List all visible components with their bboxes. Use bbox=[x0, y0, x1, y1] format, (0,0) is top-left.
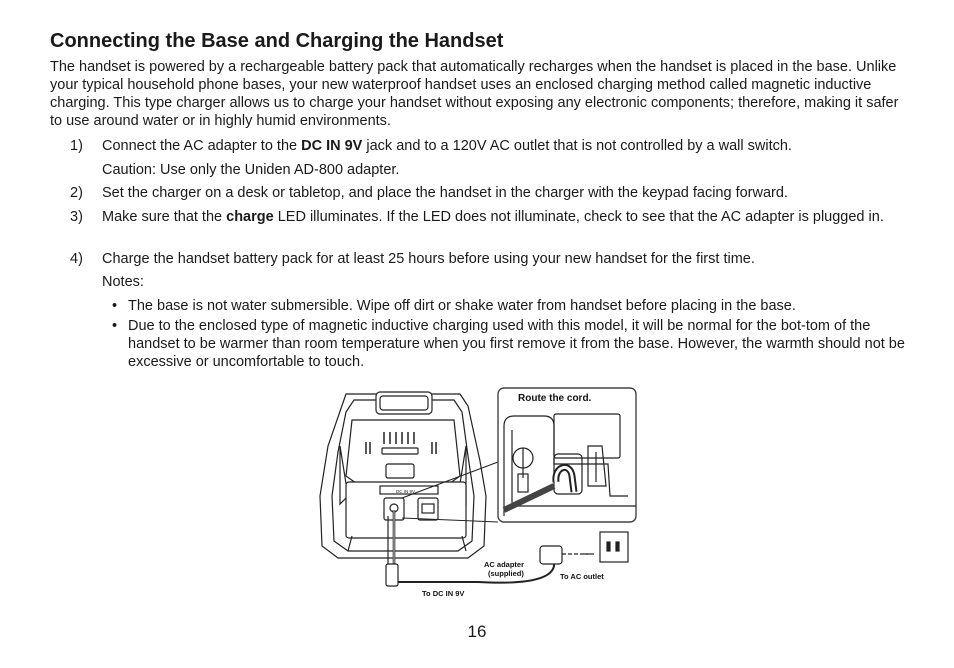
to-dc-in-label: To DC IN 9V bbox=[422, 589, 465, 598]
bullet-dot: • bbox=[112, 298, 118, 314]
step-number: 3) bbox=[70, 209, 83, 225]
step-number: 4) bbox=[70, 251, 83, 267]
ac-adapter-supplied-label: (supplied) bbox=[488, 569, 524, 578]
caution-text: Caution: Use only the Uniden AD-800 adapter. bbox=[102, 162, 400, 178]
charger-base-illustration bbox=[320, 392, 486, 558]
step-number: 1) bbox=[70, 138, 83, 154]
wall-outlet bbox=[600, 532, 628, 562]
base-connection-diagram bbox=[318, 386, 640, 600]
note-text: Due to the enclosed type of magnetic inductive charging used with this model, it will be normal for the bot-tom of the handset to be warmer than room temperature when you first remove it from the base. However, the warmth should not be excessive or uncomfortable to touch. bbox=[128, 318, 905, 370]
jack-label: DC IN 9V bbox=[396, 489, 416, 494]
step-text: Charge the handset battery pack for at least 25 hours before using your new handset for the first time. bbox=[102, 251, 755, 267]
step-text: Set the charger on a desk or tabletop, and place the handset in the charger with the keypad facing forward. bbox=[102, 185, 788, 201]
page-number: 16 bbox=[467, 622, 487, 641]
ac-adapter-label: AC adapter bbox=[484, 560, 525, 569]
page-title: Connecting the Base and Charging the Handset bbox=[50, 30, 504, 52]
step-text: Connect the AC adapter to the DC IN 9V jack and to a 120V AC outlet that is not controlled by a wall switch. bbox=[102, 138, 792, 154]
cord-routing-inset bbox=[498, 388, 636, 522]
step-number: 2) bbox=[70, 185, 83, 201]
notes-label: Notes: bbox=[102, 274, 144, 290]
ac-adapter bbox=[540, 546, 594, 564]
bullet-dot: • bbox=[112, 318, 118, 334]
note-text: The base is not water submersible. Wipe off dirt or shake water from handset before placing in the base. bbox=[128, 298, 796, 314]
intro-paragraph: The handset is powered by a rechargeable battery pack that automatically recharges when the handset is placed in the base. Unlike your typical household phone bases, your new waterproof handset uses an enclosed charging method called magnetic inductive charging. This type charger allows us to charge your handset without exposing any electronic components; therefore, making it safer to use around water or in highly humid environments. bbox=[50, 59, 899, 129]
step-text: Make sure that the charge LED illuminates. If the LED does not illuminate, check to see that the AC adapter is plugged in. bbox=[102, 209, 884, 225]
route-cord-label: Route the cord. bbox=[518, 393, 592, 404]
to-ac-outlet-label: To AC outlet bbox=[560, 572, 604, 581]
